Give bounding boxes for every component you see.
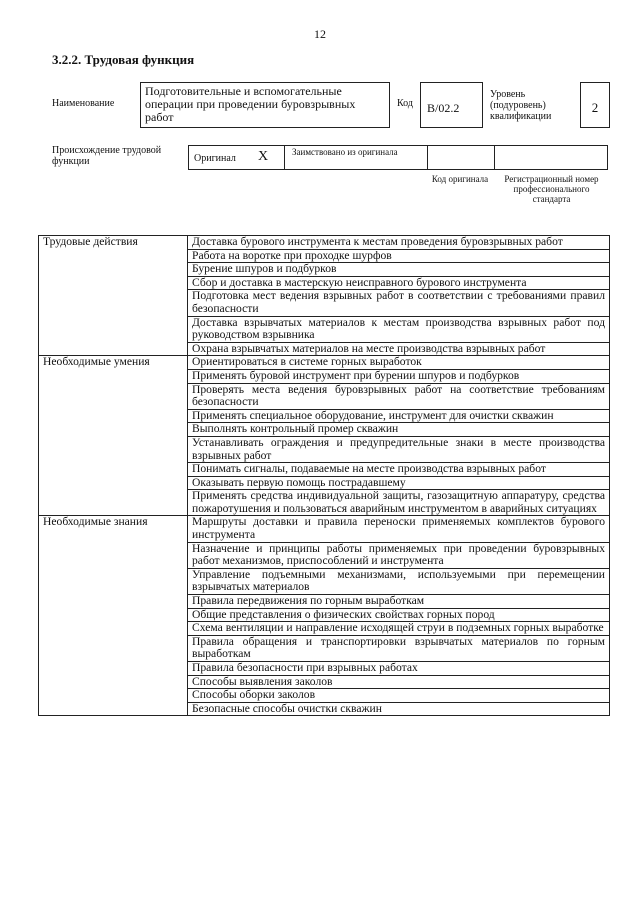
list-item: Сбор и доставка в мастерскую неисправного бурового инструмента — [188, 276, 610, 290]
list-item: Применять специальное оборудование, инструмент для очистки скважин — [188, 409, 610, 423]
list-item: Способы выявления заколов — [188, 675, 610, 689]
list-item: Применять средства индивидуальной защиты, газозащитную аппаратуру, средства пожаротушения и пользоваться аварийным инструментом в аварийных ситуациях — [188, 490, 610, 516]
list-item: Применять буровой инструмент при бурении шпуров и подбурков — [188, 369, 610, 383]
list-item: Правила передвижения по горным выработкам — [188, 595, 610, 609]
page-number: 12 — [314, 27, 326, 41]
section-title-cell: Необходимые знания — [39, 516, 188, 716]
list-item: Схема вентиляции и направление исходящей струи в подземных горных выработке — [188, 622, 610, 636]
list-item: Проверять места ведения буровзрывных работ на соответствие требованиям безопасности — [188, 383, 610, 409]
list-item: Маршруты доставки и правила переноски применяемых комплектов бурового инструмента — [188, 516, 610, 542]
section-title-cell: Трудовые действия — [39, 236, 188, 356]
original-label: Оригинал — [194, 153, 236, 164]
divider — [427, 146, 428, 169]
list-item: Безопасные способы очистки скважин — [188, 702, 610, 716]
origin-label: Происхождение трудовой функции — [52, 145, 162, 167]
table-row — [39, 356, 610, 370]
divider — [284, 146, 285, 169]
code-label: Код — [397, 98, 413, 109]
list-item: Работа на воротке при проходке шурфов — [188, 249, 610, 263]
table-row — [39, 236, 610, 250]
list-item: Управление подъемными механизмами, используемыми при перемещении взрывчатых материалов — [188, 568, 610, 594]
level-label: Уровень (подуровень) квалификации — [490, 89, 552, 122]
list-item: Выполнять контрольный промер скважин — [188, 423, 610, 437]
code-original-label: Код оригинала — [431, 174, 489, 184]
list-item: Оказывать первую помощь пострадавшему — [188, 476, 610, 490]
list-item: Доставка взрывчатых материалов к местам производства взрывных работ под руководством взрывника — [188, 316, 610, 342]
list-item: Охрана взрывчатых материалов на месте производства взрывных работ — [188, 342, 610, 356]
name-label: Наименование — [52, 98, 115, 109]
code-value: B/02.2 — [420, 82, 483, 128]
list-item: Правила безопасности при взрывных работах — [188, 662, 610, 676]
section-title: 3.2.2. Трудовая функция — [52, 52, 195, 67]
reg-number-label: Регистрационный номер профессионального стандарта — [504, 174, 599, 204]
list-item: Назначение и принципы работы применяемых при проведении буровзрывных работ механизмов, приспособлений и инструмента — [188, 542, 610, 568]
section-title-cell: Необходимые умения — [39, 356, 188, 516]
original-mark: X — [258, 149, 269, 164]
function-name: Подготовительные и вспомогательные операции при проведении буровзрывных работ — [140, 82, 390, 128]
borrowed-label: Заимствовано из оригинала — [292, 147, 398, 157]
list-item: Ориентироваться в системе горных выработок — [188, 356, 610, 370]
list-item: Бурение шпуров и подбурков — [188, 263, 610, 277]
list-item: Понимать сигналы, подаваемые на месте производства взрывных работ — [188, 463, 610, 477]
list-item: Устанавливать ограждения и предупредительные знаки в месте производства взрывных работ — [188, 436, 610, 462]
list-item: Общие представления о физических свойствах горных пород — [188, 608, 610, 622]
list-item: Доставка бурового инструмента к местам проведения буровзрывных работ — [188, 236, 610, 250]
list-item: Правила обращения и транспортировки взрывчатых материалов по горным выработкам — [188, 635, 610, 661]
function-table — [38, 235, 610, 716]
list-item: Подготовка мест ведения взрывных работ в соответствии с требованиями правил безопасности — [188, 290, 610, 316]
table-row — [39, 516, 610, 542]
list-item: Способы оборки заколов — [188, 689, 610, 703]
divider — [494, 146, 495, 169]
level-value: 2 — [580, 82, 610, 128]
